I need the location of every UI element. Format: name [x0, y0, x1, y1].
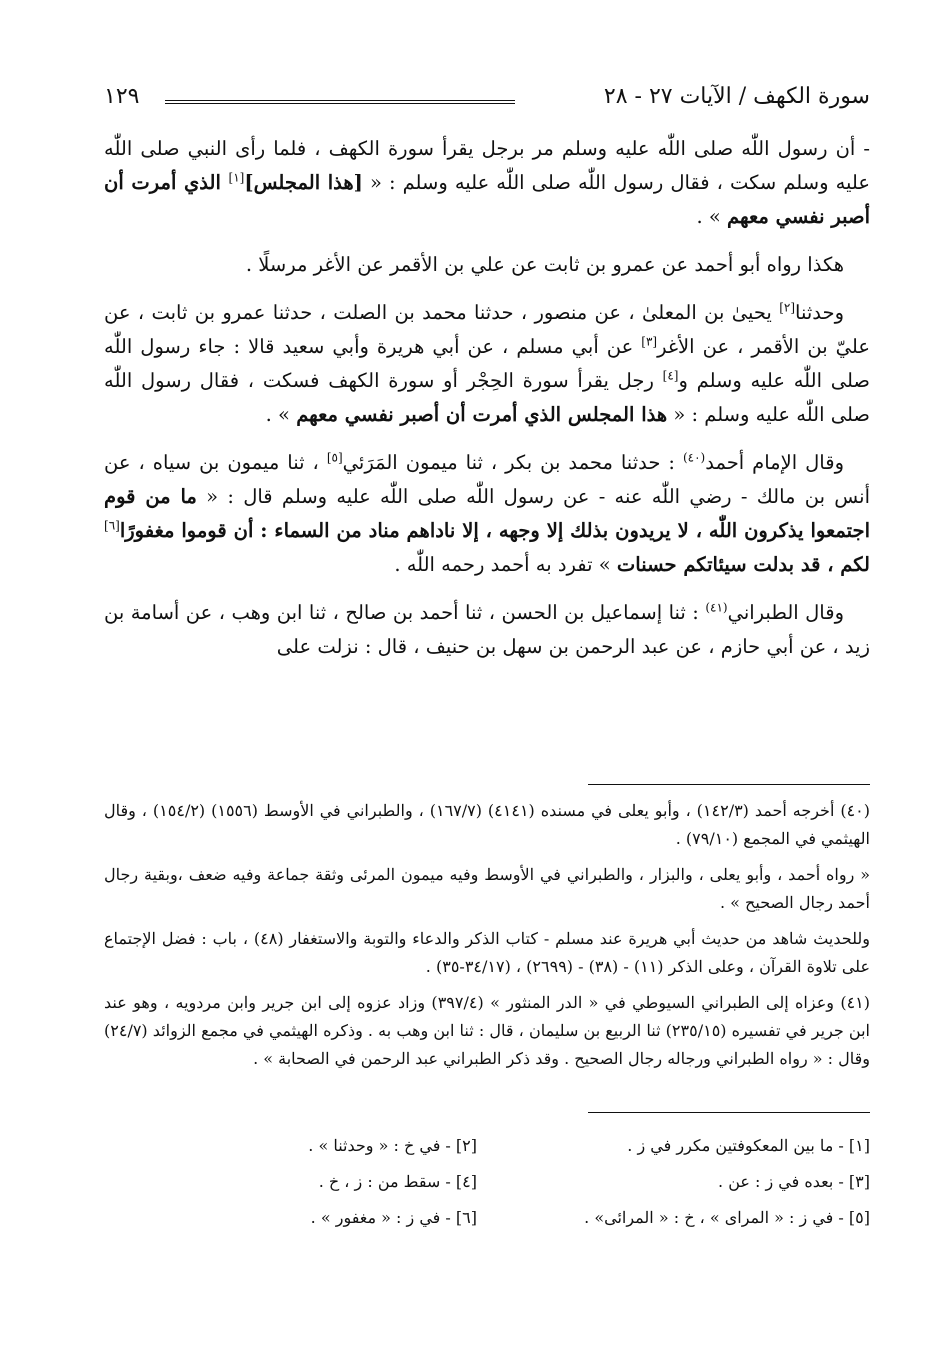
text-run: وحدثنا — [795, 301, 844, 324]
variant-marker: [١] — [228, 170, 245, 185]
variant-note-6: [٦] - في ز : « مغفور » . — [310, 1208, 477, 1227]
paragraph-1 — [104, 132, 870, 234]
text-run: يحيىٰ بن المعلىٰ ، عن منصور ، حدثنا محمد بن الصلت ، حدثنا عمرو بن ثابت ، عن عليّ بن الأقمر ، عن الأغر — [104, 301, 870, 358]
text-run: وقال الإمام أحمد — [705, 451, 844, 474]
variant-note-2: [٢] - في خ : « وحدثنا » . — [308, 1136, 477, 1155]
main-text — [104, 132, 870, 678]
text-run: - أن رسول اللّٰه صلى اللّٰه عليه وسلم مر برجل يقرأ سورة الكهف ، فلما رأى النبي صلى اللّٰه عليه وسلم سكت ، فقال رسول اللّٰه صلى اللّٰه عليه وسلم : « — [104, 137, 870, 194]
paragraph-4 — [104, 446, 870, 582]
text-run: » . — [265, 403, 297, 426]
manuscript-variants — [104, 1128, 870, 1236]
variant-marker: [٢] — [779, 300, 796, 315]
text-run: وقال الطبراني — [727, 601, 844, 624]
bold-run: ما من قوم اجتمعوا يذكرون اللّٰه ، لا يريدون بذلك إلا وجهه ، إلا ناداهم مناد من السماء : أن قوموا مغفورًا — [104, 485, 870, 542]
bold-run: الذي أمرت أن أصبر نفسي معهم — [104, 171, 870, 228]
footnote-41: (٤١) وعزاه إلى الطبراني السيوطي في « الدر المنثور » (٣٩٧/٤) وزاد عزوه إلى ابن جرير وابن مردويه ، وهو عند ابن جرير في تفسيره (٢٣٥/١٥) ثنا الربيع بن سليمان ، قال : ثنا ابن وهب به . وذكره الهيثمي في مجمع الزوائد (٢٤/٧) وقال : « رواه الطبراني ورجاله رجال الصحيح . وقد ذكر الطبراني عبد الرحمن في الصحابة » . — [104, 993, 871, 1068]
footnote-marker: (٤١) — [705, 600, 728, 615]
text-run: : ثنا إسماعيل بن الحسن ، ثنا أحمد بن صالح ، ثنا ابن وهب ، عن أسامة بن زيد ، عن أبي حازم ، عن عبد الرحمن بن سهل بن حنيف ، قال : نزلت على — [104, 601, 870, 658]
variant-marker: [٥] — [326, 450, 343, 465]
variant-note-1: [١] - ما بين المعكوفتين مكرر في ز . — [627, 1136, 870, 1155]
footnote-40: (٤٠) أخرجه أحمد (١٤٢/٣) ، وأبو يعلى في مسنده (٤١٤١) (١٦٧/٧) ، والطبراني في الأوسط (١٥٥٦) (١٥٤/٢) ، وقال الهيثمي في المجمع (٧٩/١٠) . — [104, 801, 871, 848]
text-run: » تفرد به أحمد رحمه اللّٰه . — [394, 553, 617, 576]
variant-marker: [٦] — [104, 518, 120, 533]
variant-marker: [٣] — [641, 334, 658, 349]
variant-note-5: [٥] - في ز : « المراى » ، خ : « المرائى» . — [584, 1208, 870, 1227]
text-run: : حدثنا محمد بن بكر ، ثنا ميمون المَرَئي — [342, 451, 683, 474]
footnote-rule — [588, 784, 870, 785]
page-number: ١٢٩ — [104, 84, 140, 109]
footnote-marker: (٤٠) — [682, 450, 706, 465]
text-run: عن أبي مسلم ، عن أبي هريرة وأبي سعيد قالا : جاء رسول اللّٰه صلى اللّٰه عليه وسلم و — [104, 335, 870, 392]
paragraph-3 — [104, 296, 870, 432]
header-rule — [165, 100, 515, 104]
footnotes — [104, 797, 870, 1081]
bold-run: [هذا المجلس] — [244, 171, 363, 194]
text-run: رجل يقرأ سورة الحِجْر أو سورة الكهف فسكت ، فقال رسول اللّٰه صلى اللّٰه عليه وسلم : « — [104, 369, 870, 426]
paragraph-2: هكذا رواه أبو أحمد عن عمرو بن ثابت عن علي بن الأقمر عن الأغر مرسلًا . — [245, 253, 844, 276]
text-run: ، ثنا ميمون بن سياه ، عن أنس بن مالك - رضي اللّٰه عنه - عن رسول اللّٰه صلى اللّٰه عليه وسلم قال : « — [104, 451, 870, 508]
paragraph-5 — [104, 596, 870, 664]
variant-marker: [٤] — [662, 368, 679, 383]
text-run: » . — [696, 205, 728, 228]
bold-run: هذا المجلس الذي أمرت أن أصبر نفسي معهم — [296, 403, 668, 426]
variant-note-3: [٣] - بعده في ز : عن . — [718, 1172, 870, 1191]
variant-note-4: [٤] - سقط من : ز ، خ . — [318, 1172, 477, 1191]
running-header-title: سورة الكهف / الآيات ٢٧ - ٢٨ — [603, 84, 870, 109]
footnote-40-witness: وللحديث شاهد من حديث أبي هريرة عند مسلم - كتاب الذكر والدعاء والتوبة والاستغفار (٤٨) ، باب : فضل الإجتماع على تلاوة القرآن ، وعلى الذكر (١١) - (٣٨) - (٢٦٩٩) ، (٣٤/١٧-٣٥) . — [104, 929, 870, 976]
footnote-40-quote: « رواه أحمد ، وأبو يعلى ، والبزار ، والطبراني في الأوسط وفيه ميمون المرئى وثقة جماعة وفيه ضعف ،وبقية رجال أحمد رجال الصحيح » . — [104, 865, 870, 912]
bold-run: لكم ، قد بدلت سيئاتكم حسنات — [616, 553, 870, 576]
variants-rule — [588, 1112, 870, 1113]
